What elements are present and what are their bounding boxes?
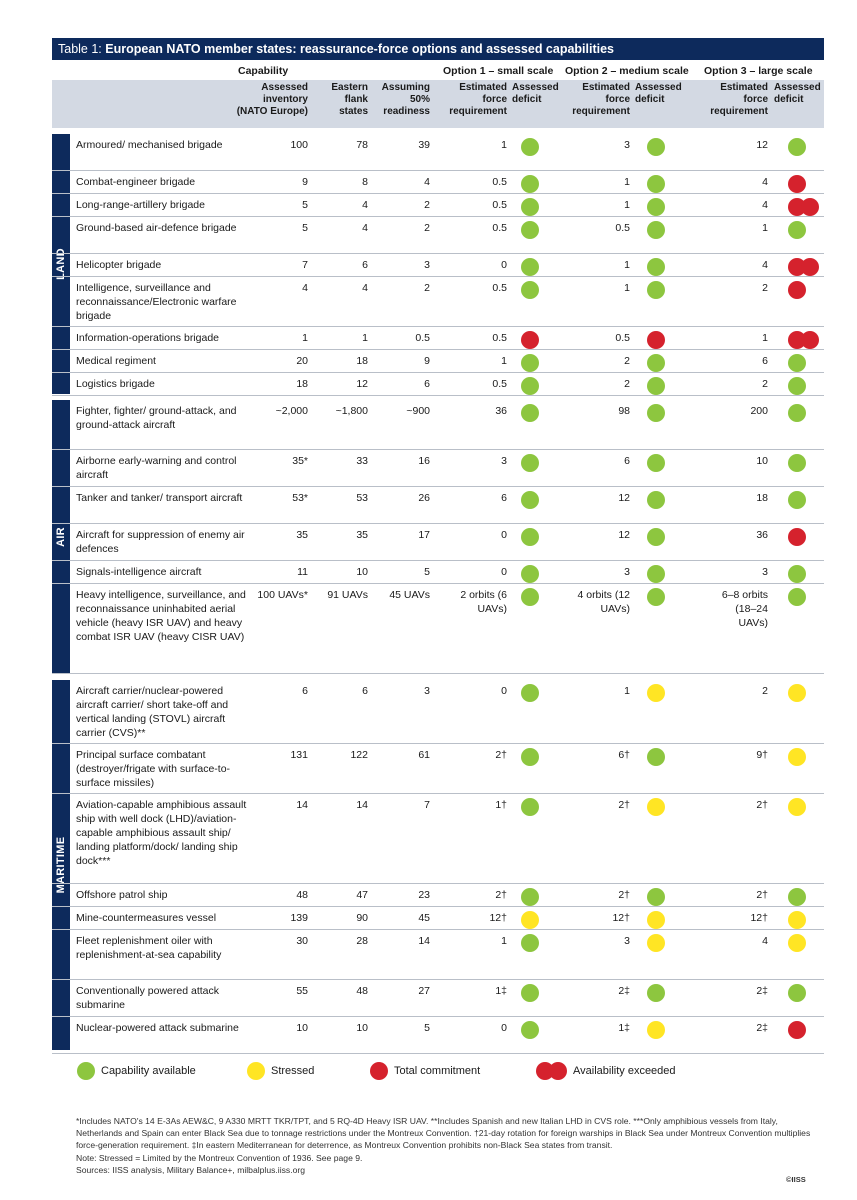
cell-o3: 4 bbox=[762, 176, 768, 188]
cell-o1: 0.5 bbox=[492, 378, 507, 390]
table-row bbox=[52, 794, 824, 884]
status-available-dot bbox=[521, 528, 539, 546]
table-row bbox=[52, 680, 824, 744]
status-total-commitment-dot bbox=[521, 331, 539, 349]
cell-o2: 6† bbox=[618, 749, 630, 761]
cell-east: 122 bbox=[350, 749, 368, 761]
cell-east: 12 bbox=[356, 378, 368, 390]
capability-name: Long-range-artillery brigade bbox=[76, 199, 205, 211]
cell-ready: 9 bbox=[424, 355, 430, 367]
status-available-dot bbox=[521, 258, 539, 276]
cell-inv: 18 bbox=[296, 378, 308, 390]
status-available-dot bbox=[521, 934, 539, 952]
cell-o1: 0.5 bbox=[492, 176, 507, 188]
header-option1-deficit: Assessed deficit bbox=[512, 82, 559, 105]
cell-inv: 20 bbox=[296, 355, 308, 367]
status-available-dot bbox=[788, 888, 806, 906]
sources: Sources: IISS analysis, Military Balance+, milbalplus.iiss.org bbox=[76, 1164, 306, 1175]
cell-o3: 36 bbox=[756, 529, 768, 541]
status-available-dot bbox=[521, 377, 539, 395]
status-available-dot bbox=[521, 565, 539, 583]
status-available-dot bbox=[521, 198, 539, 216]
legend-stressed: Stressed bbox=[271, 1065, 315, 1077]
cell-ready: 5 bbox=[424, 1022, 430, 1034]
status-available-dot bbox=[647, 888, 665, 906]
status-stressed-dot bbox=[788, 798, 806, 816]
cell-o2: 3 bbox=[624, 935, 630, 947]
cell-o1: 0.5 bbox=[492, 282, 507, 294]
cell-o2: 0.5 bbox=[615, 222, 630, 234]
cell-inv: 7 bbox=[302, 259, 308, 271]
cell-o2: 1 bbox=[624, 685, 630, 697]
status-available-dot bbox=[521, 1021, 539, 1039]
cell-o3: 1 bbox=[762, 222, 768, 234]
legend-yellow-dot bbox=[247, 1062, 265, 1080]
cell-east: ~1,800 bbox=[335, 405, 368, 417]
capability-name: Ground-based air-defence brigade bbox=[76, 222, 237, 234]
table-row bbox=[52, 584, 824, 674]
status-stressed-dot bbox=[647, 798, 665, 816]
section-label: MARITIME bbox=[55, 836, 67, 894]
cell-o2: 98 bbox=[618, 405, 630, 417]
cell-o1: 2 orbits (6 UAVs) bbox=[460, 589, 507, 615]
status-available-dot bbox=[788, 404, 806, 422]
capability-name: Signals-intelligence aircraft bbox=[76, 566, 202, 578]
column-group-row bbox=[52, 60, 824, 80]
status-total-commitment-dot bbox=[647, 331, 665, 349]
group-option1: Option 1 – small scale bbox=[443, 65, 554, 77]
cell-o3: 2† bbox=[756, 889, 768, 901]
cell-o3: 10 bbox=[756, 455, 768, 467]
cell-o1: 1 bbox=[501, 935, 507, 947]
capability-name: Armoured/ mechanised brigade bbox=[76, 139, 223, 151]
capability-name: Logistics brigade bbox=[76, 378, 155, 390]
cell-inv: 11 bbox=[297, 566, 308, 578]
cell-o2: 4 orbits (12 UAVs) bbox=[577, 589, 630, 615]
cell-inv: 131 bbox=[290, 749, 308, 761]
cell-east: 4 bbox=[362, 282, 368, 294]
cell-o1: 0.5 bbox=[492, 332, 507, 344]
table-row bbox=[52, 1017, 824, 1054]
capability-name: Fleet replenishment oiler with replenishment-at-sea capability bbox=[76, 935, 222, 961]
table-row bbox=[52, 217, 824, 254]
cell-o2: 1 bbox=[624, 199, 630, 211]
status-available-dot bbox=[647, 354, 665, 372]
cell-o1: 0.5 bbox=[492, 199, 507, 211]
header-readiness: Assuming 50% readiness bbox=[381, 82, 430, 117]
table-row bbox=[52, 907, 824, 930]
cell-o1: 1‡ bbox=[495, 985, 507, 997]
status-available-dot bbox=[788, 588, 806, 606]
cell-o2: 1 bbox=[624, 176, 630, 188]
table-row bbox=[52, 930, 824, 980]
status-available-dot bbox=[647, 221, 665, 239]
status-available-dot bbox=[788, 984, 806, 1002]
cell-east: 14 bbox=[356, 799, 368, 811]
cell-o1: 0.5 bbox=[492, 222, 507, 234]
cell-inv: ~2,000 bbox=[275, 405, 308, 417]
cell-ready: 16 bbox=[418, 455, 430, 467]
capability-name: Heavy intelligence, surveillance, and reconnaissance uninhabited aerial vehicle (heavy ISR UAV) and heavy combat ISR UAV (heavy CISR UAV) bbox=[76, 589, 246, 643]
cell-o2: 1 bbox=[624, 282, 630, 294]
cell-o2: 2† bbox=[618, 889, 630, 901]
cell-inv: 9 bbox=[302, 176, 308, 188]
status-available-dot bbox=[521, 404, 539, 422]
capability-name: Aircraft carrier/nuclear-powered aircraft carrier/ short take-off and vertical landing (STOVL) aircraft carrier (CVS)** bbox=[76, 685, 229, 739]
capability-name: Information-operations brigade bbox=[76, 332, 220, 344]
cell-east: 35 bbox=[356, 529, 368, 541]
column-header-row bbox=[52, 80, 824, 128]
cell-o1: 1† bbox=[495, 799, 507, 811]
cell-ready: 3 bbox=[424, 685, 430, 697]
cell-o3: 2‡ bbox=[756, 985, 768, 997]
cell-ready: 2 bbox=[424, 282, 430, 294]
cell-o3: 4 bbox=[762, 935, 768, 947]
cell-ready: 39 bbox=[418, 139, 430, 151]
group-option3: Option 3 – large scale bbox=[704, 65, 813, 77]
cell-o3: 2 bbox=[762, 282, 768, 294]
table-row bbox=[52, 400, 824, 450]
cell-o2: 12 bbox=[618, 492, 630, 504]
cell-o2: 2† bbox=[618, 799, 630, 811]
cell-o1: 3 bbox=[501, 455, 507, 467]
table-row bbox=[52, 277, 824, 327]
status-available-dot bbox=[647, 258, 665, 276]
cell-o3: 2† bbox=[756, 799, 768, 811]
capability-name: Aircraft for suppression of enemy air defences bbox=[76, 529, 245, 555]
status-exceeded-dot bbox=[788, 331, 819, 349]
cell-o1: 1 bbox=[501, 355, 507, 367]
legend-total: Total commitment bbox=[394, 1065, 481, 1077]
section-label: AIR bbox=[55, 527, 67, 547]
header-option3-requirement: Estimated force requirement bbox=[710, 82, 768, 117]
cell-inv: 30 bbox=[296, 935, 308, 947]
status-stressed-dot bbox=[647, 1021, 665, 1039]
capability-name: Mine-countermeasures vessel bbox=[76, 912, 217, 924]
cell-east: 4 bbox=[362, 199, 368, 211]
status-available-dot bbox=[521, 684, 539, 702]
cell-inv: 100 bbox=[290, 139, 308, 151]
status-stressed-dot bbox=[788, 684, 806, 702]
cell-o2: 12 bbox=[618, 529, 630, 541]
status-available-dot bbox=[521, 798, 539, 816]
cell-o1: 12† bbox=[489, 912, 507, 924]
capability-name: Combat-engineer brigade bbox=[76, 176, 196, 188]
cell-inv: 10 bbox=[296, 1022, 308, 1034]
status-stressed-dot bbox=[647, 934, 665, 952]
cell-east: 6 bbox=[362, 259, 368, 271]
cell-east: 10 bbox=[356, 566, 368, 578]
group-option2: Option 2 – medium scale bbox=[565, 65, 689, 77]
status-available-dot bbox=[788, 354, 806, 372]
status-available-dot bbox=[788, 221, 806, 239]
cell-east: 10 bbox=[356, 1022, 368, 1034]
cell-east: 6 bbox=[362, 685, 368, 697]
cell-ready: 3 bbox=[424, 259, 430, 271]
cell-ready: 26 bbox=[418, 492, 430, 504]
cell-east: 53 bbox=[356, 492, 368, 504]
status-total-commitment-dot bbox=[788, 1021, 806, 1039]
cell-ready: 23 bbox=[418, 889, 430, 901]
cell-inv: 5 bbox=[302, 222, 308, 234]
table-row bbox=[52, 884, 824, 907]
status-exceeded-dot bbox=[788, 258, 819, 276]
capability-name: Intelligence, surveillance and reconnaissance/Electronic warfare brigade bbox=[76, 282, 237, 322]
cell-o3: 2 bbox=[762, 685, 768, 697]
cell-ready: 7 bbox=[424, 799, 430, 811]
cell-ready: 61 bbox=[418, 749, 430, 761]
table-body bbox=[52, 134, 824, 1050]
table-title-text: European NATO member states: reassurance-force options and assessed capabilities bbox=[105, 42, 615, 56]
cell-o3: 12 bbox=[756, 139, 768, 151]
status-available-dot bbox=[788, 377, 806, 395]
header-eastern-flank: Eastern flank states bbox=[331, 82, 368, 117]
cell-o3: 1 bbox=[762, 332, 768, 344]
status-available-dot bbox=[788, 454, 806, 472]
cell-o2: 12† bbox=[612, 912, 630, 924]
table-title bbox=[52, 38, 824, 60]
cell-inv: 35* bbox=[292, 455, 308, 467]
status-stressed-dot bbox=[788, 911, 806, 929]
status-available-dot bbox=[521, 138, 539, 156]
section-land bbox=[52, 134, 824, 394]
status-available-dot bbox=[647, 748, 665, 766]
cell-east: 33 bbox=[356, 455, 368, 467]
cell-o3: 2 bbox=[762, 378, 768, 390]
cell-o3: 18 bbox=[756, 492, 768, 504]
table-row bbox=[52, 134, 824, 171]
cell-o1: 2† bbox=[495, 749, 507, 761]
cell-ready: 14 bbox=[418, 935, 430, 947]
cell-east: 28 bbox=[356, 935, 368, 947]
capability-name: Airborne early-warning and control aircraft bbox=[76, 455, 237, 481]
cell-ready: 2 bbox=[424, 199, 430, 211]
status-available-dot bbox=[647, 404, 665, 422]
status-available-dot bbox=[647, 281, 665, 299]
status-available-dot bbox=[647, 377, 665, 395]
cell-o3: 6 bbox=[762, 355, 768, 367]
status-available-dot bbox=[788, 565, 806, 583]
cell-o1: 0 bbox=[501, 1022, 507, 1034]
cell-ready: 0.5 bbox=[415, 332, 430, 344]
cell-inv: 6 bbox=[302, 685, 308, 697]
cell-o3: 200 bbox=[750, 405, 768, 417]
status-available-dot bbox=[788, 491, 806, 509]
header-inventory: Assessed inventory (NATO Europe) bbox=[236, 82, 308, 117]
status-available-dot bbox=[647, 198, 665, 216]
table-row bbox=[52, 350, 824, 373]
cell-o3: 12† bbox=[750, 912, 768, 924]
status-available-dot bbox=[647, 588, 665, 606]
status-stressed-dot bbox=[647, 684, 665, 702]
cell-east: 8 bbox=[362, 176, 368, 188]
status-total-commitment-dot bbox=[788, 281, 806, 299]
header-option2-deficit: Assessed deficit bbox=[635, 82, 682, 105]
cell-inv: 100 UAVs* bbox=[257, 589, 308, 601]
cell-o1: 0 bbox=[501, 529, 507, 541]
legend-green-dot bbox=[77, 1062, 95, 1080]
table-row bbox=[52, 487, 824, 524]
capability-name: Fighter, fighter/ ground-attack, and ground-attack aircraft bbox=[76, 405, 237, 431]
cell-east: 18 bbox=[356, 355, 368, 367]
legend-red-dot bbox=[370, 1062, 388, 1080]
status-available-dot bbox=[521, 588, 539, 606]
table-row bbox=[52, 980, 824, 1017]
capability-name: Offshore patrol ship bbox=[76, 889, 168, 901]
cell-o1: 0 bbox=[501, 566, 507, 578]
cell-inv: 53* bbox=[292, 492, 308, 504]
cell-o2: 0.5 bbox=[615, 332, 630, 344]
section-air bbox=[52, 400, 824, 674]
status-available-dot bbox=[647, 528, 665, 546]
capability-name: Nuclear-powered attack submarine bbox=[76, 1022, 239, 1034]
cell-east: 90 bbox=[356, 912, 368, 924]
status-exceeded-dot bbox=[788, 198, 819, 216]
cell-o1: 0 bbox=[501, 259, 507, 271]
cell-east: 1 bbox=[362, 332, 368, 344]
capability-name: Conventionally powered attack submarine bbox=[76, 985, 220, 1011]
cell-o3: 9† bbox=[756, 749, 768, 761]
capability-name: Principal surface combatant (destroyer/frigate with surface-to-surface missiles) bbox=[76, 749, 231, 789]
status-stressed-dot bbox=[788, 934, 806, 952]
status-available-dot bbox=[647, 454, 665, 472]
status-available-dot bbox=[521, 454, 539, 472]
table-row bbox=[52, 524, 824, 561]
status-available-dot bbox=[521, 281, 539, 299]
cell-o1: 36 bbox=[495, 405, 507, 417]
cell-inv: 4 bbox=[302, 282, 308, 294]
footnote-text: *Includes NATO's 14 E-3As AEW&C, 9 A330 MRTT TKR/TPT, and 5 RQ-4D Heavy ISR UAV. **Includes Spanish and new Italian LHD in CVS role. ***Only amphibious vessels from Italy, Netherlands and Spain can enter Black Sea due to tonnage restrictions under the Montreux Convention. †21-day rotation for foreign warships in Black Sea under Montreux Convention multiplies force-generation requirement. ‡In eastern Mediterranean for deterrence, as Montreux Convention prohibits non-Black Sea states from transit. bbox=[76, 1116, 811, 1151]
cell-inv: 14 bbox=[296, 799, 308, 811]
cell-inv: 48 bbox=[296, 889, 308, 901]
capability-name: Medical regiment bbox=[76, 355, 156, 367]
status-stressed-dot bbox=[647, 911, 665, 929]
status-available-dot bbox=[647, 138, 665, 156]
copyright: ©IISS bbox=[786, 1175, 806, 1184]
stressed-note: Note: Stressed = Limited by the Montreux Convention of 1936. See page 9. bbox=[76, 1152, 363, 1163]
capability-name: Helicopter brigade bbox=[76, 259, 162, 271]
cell-o3: 4 bbox=[762, 259, 768, 271]
table-row bbox=[52, 450, 824, 487]
table-row bbox=[52, 194, 824, 217]
capabilities-table bbox=[52, 38, 824, 1086]
status-available-dot bbox=[521, 175, 539, 193]
cell-ready: 17 bbox=[418, 529, 430, 541]
cell-inv: 5 bbox=[302, 199, 308, 211]
cell-inv: 55 bbox=[296, 985, 308, 997]
table-row bbox=[52, 561, 824, 584]
cell-east: 48 bbox=[356, 985, 368, 997]
cell-o2: 3 bbox=[624, 566, 630, 578]
status-total-commitment-dot bbox=[788, 528, 806, 546]
status-available-dot bbox=[521, 984, 539, 1002]
legend-exceeded: Availability exceeded bbox=[573, 1065, 676, 1077]
table-number: Table 1: bbox=[58, 42, 102, 56]
table-row bbox=[52, 254, 824, 277]
table-row bbox=[52, 327, 824, 350]
cell-east: 78 bbox=[356, 139, 368, 151]
cell-ready: 27 bbox=[418, 985, 430, 997]
cell-ready: 5 bbox=[424, 566, 430, 578]
cell-o2: 2 bbox=[624, 355, 630, 367]
table-row bbox=[52, 171, 824, 194]
cell-o3: 3 bbox=[762, 566, 768, 578]
capability-name: Tanker and tanker/ transport aircraft bbox=[76, 492, 243, 504]
status-available-dot bbox=[647, 565, 665, 583]
cell-inv: 35 bbox=[296, 529, 308, 541]
cell-o3: 4 bbox=[762, 199, 768, 211]
cell-o3: 2‡ bbox=[756, 1022, 768, 1034]
cell-east: 4 bbox=[362, 222, 368, 234]
status-available-dot bbox=[521, 221, 539, 239]
status-available-dot bbox=[521, 888, 539, 906]
cell-o1: 2† bbox=[495, 889, 507, 901]
cell-east: 91 UAVs bbox=[327, 589, 368, 601]
section-label: LAND bbox=[55, 248, 67, 280]
status-stressed-dot bbox=[521, 911, 539, 929]
capability-name: Aviation-capable amphibious assault ship with well dock (LHD)/aviation-capable amphibious assault ship/ landing platform/dock/ landing ship dock*** bbox=[76, 799, 247, 867]
status-available-dot bbox=[521, 354, 539, 372]
cell-o1: 0 bbox=[501, 685, 507, 697]
status-total-commitment-dot bbox=[788, 175, 806, 193]
header-option1-requirement: Estimated force requirement bbox=[449, 82, 507, 117]
cell-o2: 2‡ bbox=[618, 985, 630, 997]
cell-o2: 6 bbox=[624, 455, 630, 467]
status-available-dot bbox=[647, 984, 665, 1002]
cell-ready: 45 bbox=[418, 912, 430, 924]
cell-o2: 3 bbox=[624, 139, 630, 151]
cell-ready: 6 bbox=[424, 378, 430, 390]
cell-ready: ~900 bbox=[406, 405, 430, 417]
header-option2-requirement: Estimated force requirement bbox=[572, 82, 630, 117]
cell-inv: 139 bbox=[290, 912, 308, 924]
cell-o1: 6 bbox=[501, 492, 507, 504]
cell-o3: 6–8 orbits (18–24 UAVs) bbox=[721, 589, 768, 629]
legend-available: Capability available bbox=[101, 1065, 196, 1077]
cell-ready: 4 bbox=[424, 176, 430, 188]
group-capability: Capability bbox=[238, 65, 289, 77]
status-available-dot bbox=[788, 138, 806, 156]
status-available-dot bbox=[521, 491, 539, 509]
cell-ready: 45 UAVs bbox=[389, 589, 430, 601]
table-row bbox=[52, 744, 824, 794]
footnotes bbox=[76, 1115, 816, 1176]
status-available-dot bbox=[647, 175, 665, 193]
header-option3-deficit: Assessed deficit bbox=[774, 82, 821, 105]
cell-o1: 1 bbox=[501, 139, 507, 151]
cell-ready: 2 bbox=[424, 222, 430, 234]
legend bbox=[52, 1056, 824, 1086]
cell-o2: 1‡ bbox=[618, 1022, 630, 1034]
table-row bbox=[52, 373, 824, 396]
legend-double-red-dot bbox=[536, 1062, 567, 1080]
cell-o2: 1 bbox=[624, 259, 630, 271]
status-available-dot bbox=[647, 491, 665, 509]
cell-inv: 1 bbox=[302, 332, 308, 344]
status-stressed-dot bbox=[788, 748, 806, 766]
cell-o2: 2 bbox=[624, 378, 630, 390]
section-maritime bbox=[52, 680, 824, 1050]
cell-east: 47 bbox=[356, 889, 368, 901]
status-available-dot bbox=[521, 748, 539, 766]
